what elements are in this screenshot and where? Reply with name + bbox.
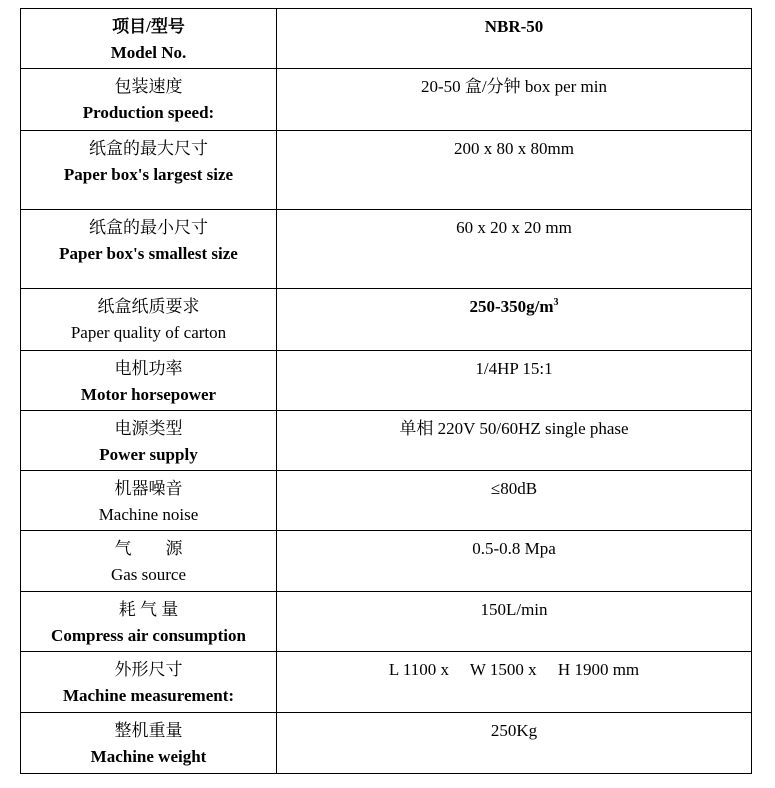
- table-row: [21, 289, 752, 351]
- label-cell: [21, 713, 277, 774]
- table-row: [21, 411, 752, 471]
- label-cell: [21, 289, 277, 351]
- label-cn: 耗 气 量: [118, 600, 179, 619]
- value-cell: [277, 411, 752, 471]
- value-cell: [277, 592, 752, 652]
- value-cell: [277, 351, 752, 411]
- label-en: Machine measurement:: [62, 686, 235, 705]
- label-en: Production speed:: [82, 103, 215, 122]
- label-en: Paper box's smallest size: [59, 244, 238, 263]
- label-cn: 外形尺寸: [114, 660, 183, 679]
- label-cn: 包装速度: [114, 77, 183, 96]
- label-en: Paper box's largest size: [63, 165, 234, 184]
- table-row: [21, 713, 752, 774]
- value-cell: [277, 471, 752, 531]
- label-en: Machine weight: [90, 747, 207, 766]
- table-row: [21, 351, 752, 411]
- label-cell: [21, 351, 277, 411]
- value-cell: [277, 131, 752, 210]
- value-cell: [277, 9, 752, 69]
- label-cell: [21, 69, 277, 131]
- label-cn: 气 源: [114, 539, 183, 558]
- label-cell: [21, 652, 277, 713]
- value-text: 150L/min: [480, 600, 548, 619]
- value-text: ≤80dB: [490, 479, 538, 498]
- table-row: [21, 9, 752, 69]
- label-cell: [21, 131, 277, 210]
- value-cell: [277, 210, 752, 289]
- value-text: 单相 220V 50/60HZ single phase: [399, 419, 629, 438]
- table-row: [21, 592, 752, 652]
- label-cn: 项目/型号: [112, 17, 185, 36]
- value-cell: [277, 69, 752, 131]
- label-en: Paper quality of carton: [70, 323, 227, 342]
- label-en: Power supply: [99, 445, 198, 464]
- value-text: 200 x 80 x 80mm: [454, 139, 574, 158]
- label-en: Motor horsepower: [80, 385, 217, 404]
- label-cell: [21, 411, 277, 471]
- value-cell: [277, 713, 752, 774]
- label-cell: [21, 210, 277, 289]
- table-row: [21, 471, 752, 531]
- label-cn: 纸盒的最大尺寸: [89, 139, 208, 158]
- label-cn: 电机功率: [114, 359, 183, 378]
- value-text: 250Kg: [490, 721, 538, 740]
- value-text: 20-50 盒/分钟 box per min: [420, 77, 608, 96]
- value-base: 250-350g/m: [469, 297, 554, 316]
- value-text: 1/4HP 15:1: [475, 359, 553, 378]
- value-text: 0.5-0.8 Mpa: [472, 539, 556, 558]
- table-row: [21, 210, 752, 289]
- label-en: Gas source: [110, 565, 187, 584]
- label-en: Machine noise: [98, 505, 199, 524]
- label-cn: 电源类型: [114, 419, 183, 438]
- table-row: [21, 652, 752, 713]
- spec-table: [20, 8, 752, 774]
- label-cn: 纸盒纸质要求: [97, 297, 200, 316]
- label-cn: 整机重量: [114, 721, 183, 740]
- value-cell: [277, 652, 752, 713]
- table-row: [21, 69, 752, 131]
- value-cell: [277, 531, 752, 592]
- value-text: L 1100 x W 1500 x H 1900 mm: [388, 660, 640, 679]
- label-en: Compress air consumption: [51, 626, 246, 645]
- table-row: [21, 131, 752, 210]
- table-row: [21, 531, 752, 592]
- label-cell: [21, 592, 277, 652]
- value-superscript: 3: [553, 297, 559, 308]
- label-cell: [21, 9, 277, 69]
- value-text: 60 x 20 x 20 mm: [456, 218, 572, 237]
- label-cn: 机器噪音: [114, 479, 183, 498]
- label-cell: [21, 471, 277, 531]
- label-en: Model No.: [110, 43, 187, 62]
- value-text: [281, 294, 747, 320]
- value-cell: [277, 289, 752, 351]
- value-text: NBR-50: [484, 17, 544, 36]
- label-cn: 纸盒的最小尺寸: [89, 218, 208, 237]
- label-cell: [21, 531, 277, 592]
